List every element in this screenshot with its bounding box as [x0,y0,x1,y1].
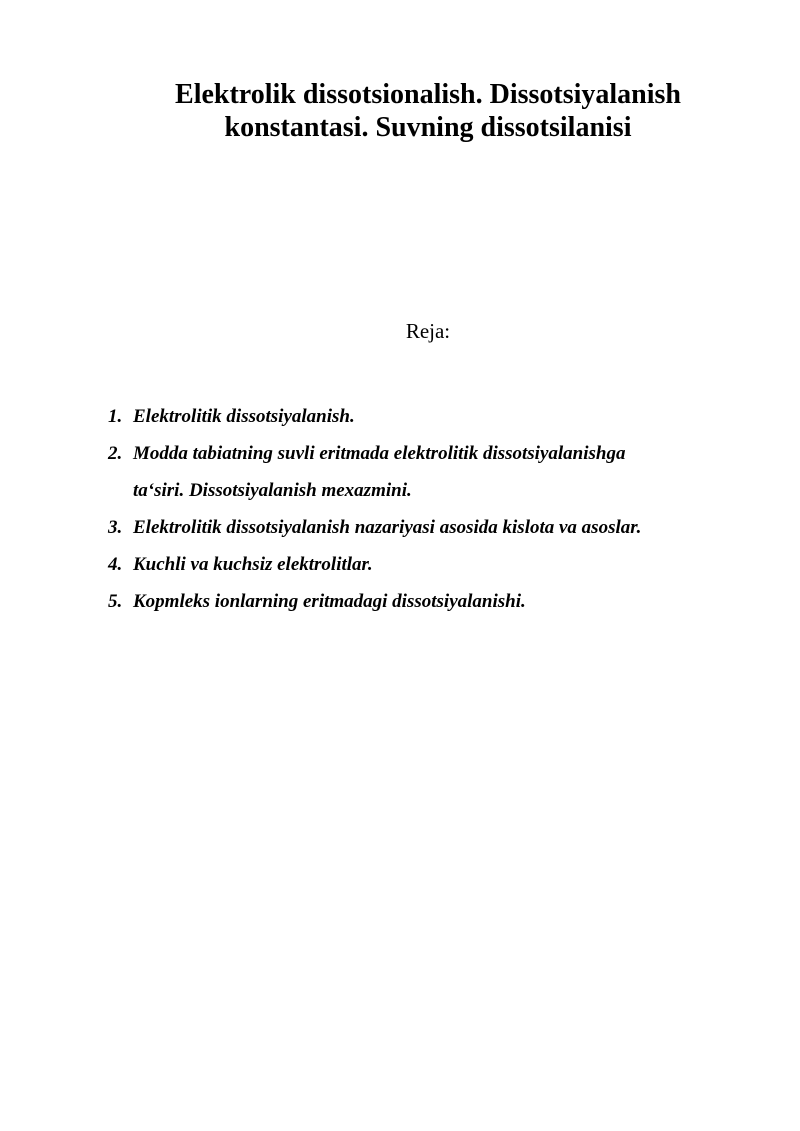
plan-item-4 [108,546,748,583]
plan-item-number: 3. [108,517,123,538]
page-title-line-1: Elektrolik dissotsionalish. Dissotsiyalanish [175,79,681,110]
plan-item-number: 4. [108,554,123,575]
page-title-line-2: konstantasi. Suvning dissotsilanisi [224,112,632,143]
plan-item-2 [108,435,748,509]
plan-item-text-continued: ta‘siri. Dissotsiyalanish mexazmini. [133,480,412,501]
plan-item-text: Kuchli va kuchsiz elektrolitlar. [133,554,373,575]
plan-item-number: 2. [108,443,123,464]
plan-heading: Reja: [405,319,451,343]
plan-item-number: 5. [108,591,123,612]
plan-item-text: Elektrolitik dissotsiyalanish. [133,406,355,427]
plan-item-number: 1. [108,406,123,427]
plan-item-text: Elektrolitik dissotsiyalanish nazariyasi asosida kislota va asoslar. [133,517,642,538]
plan-item-text: Kopmleks ionlarning eritmadagi dissotsiyalanishi. [133,591,526,612]
plan-list [108,398,748,620]
plan-item-1 [108,398,748,435]
plan-item-3 [108,509,748,546]
page-title [140,78,716,144]
plan-item-text: Modda tabiatning suvli eritmada elektrolitik dissotsiyalanishga [133,443,626,464]
plan-item-5 [108,583,748,620]
